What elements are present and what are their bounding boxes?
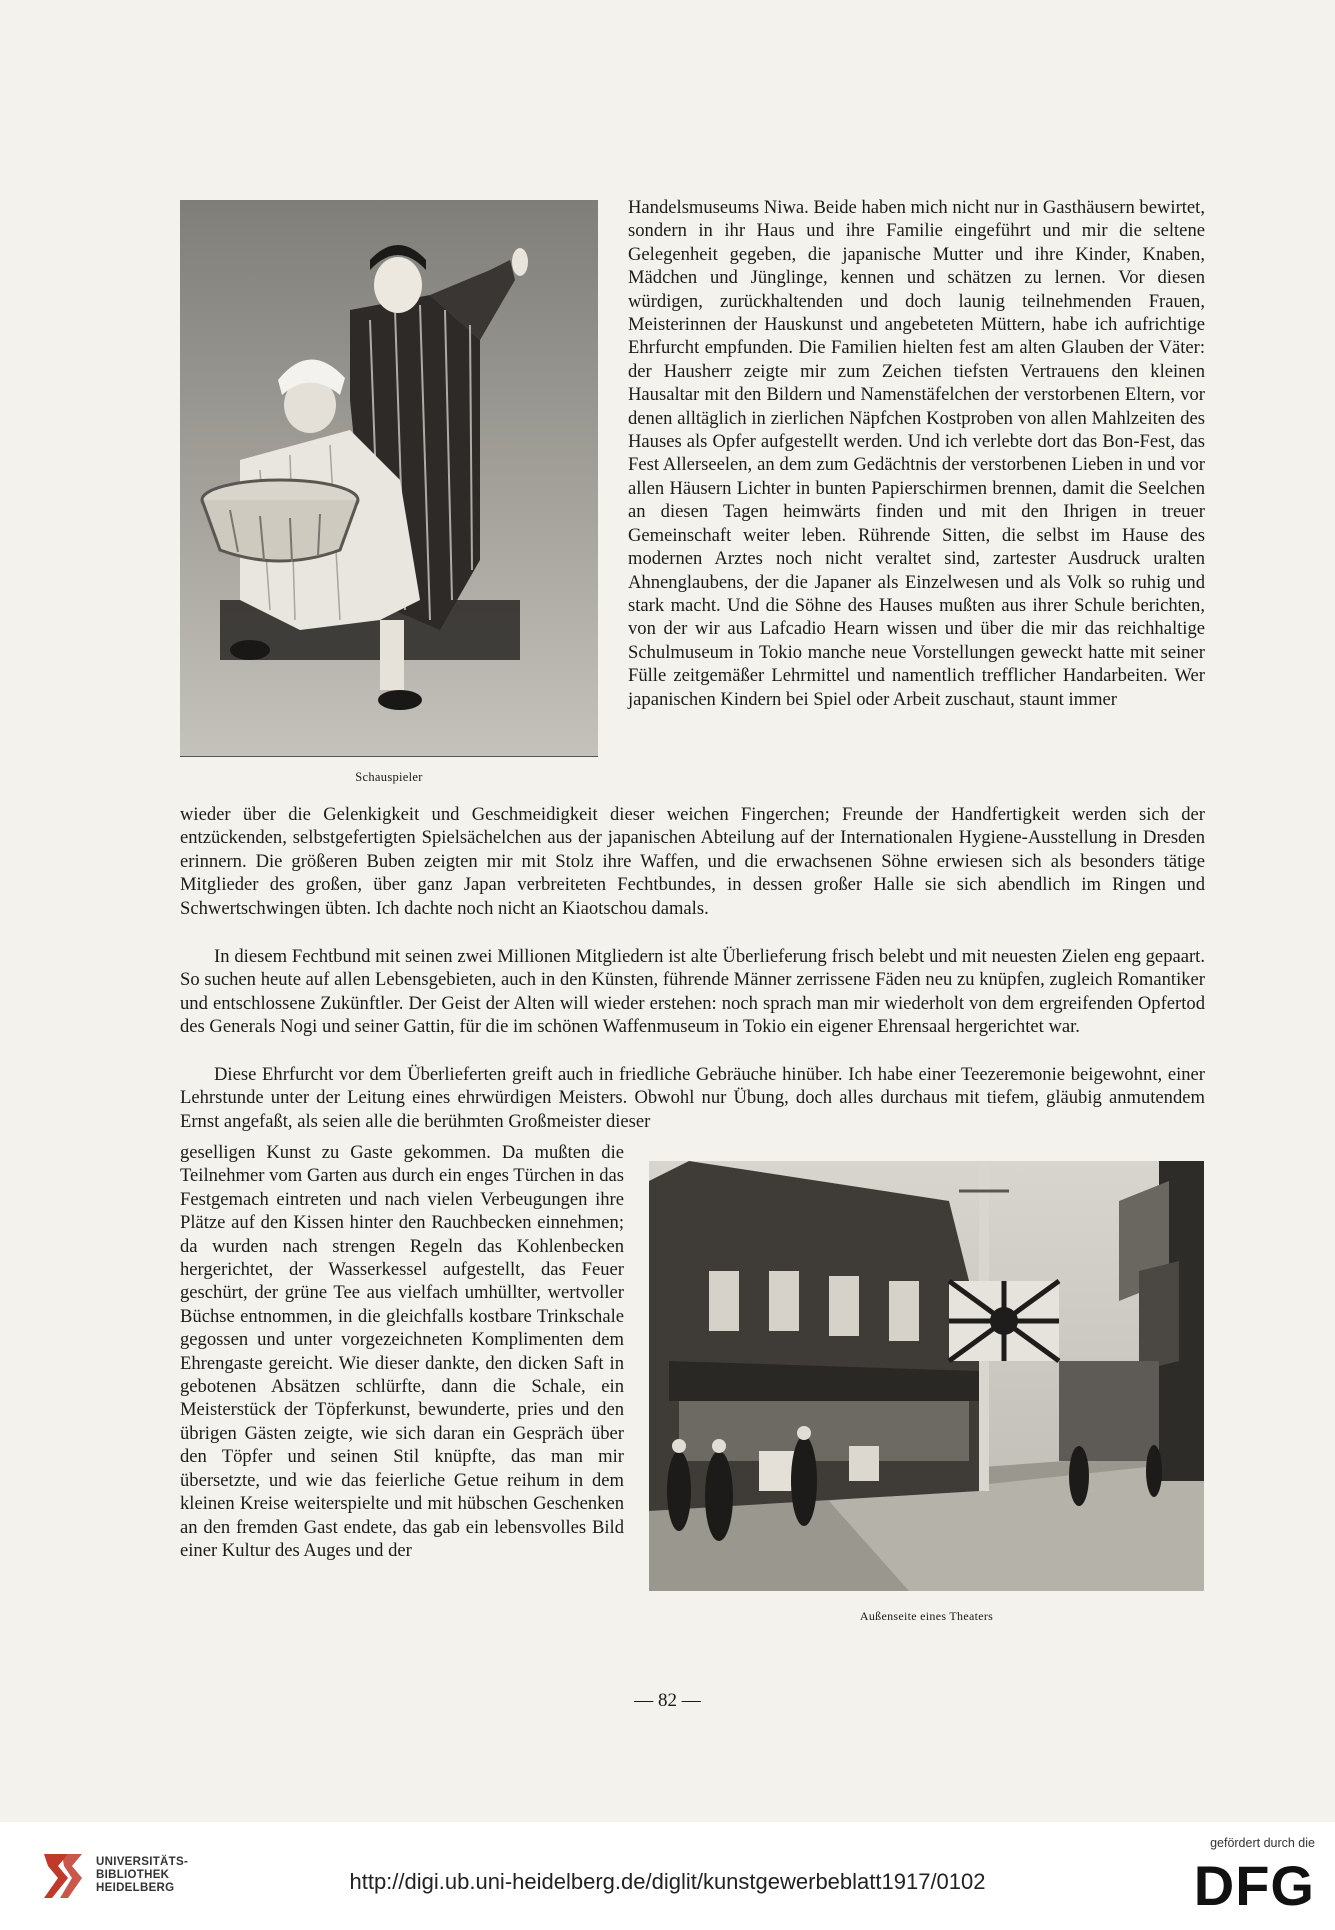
library-name-line-3: HEIDELBERG: [96, 1882, 175, 1894]
right-column-text: [628, 196, 1205, 711]
library-name-line-2: BIBLIOTHEK: [96, 1869, 170, 1881]
paragraph-fechtbund: In diesem Fechtbund mit seinen zwei Millionen Mitgliedern ist alte Überlieferung frisch belebt und mit neuesten Zielen eng gepaart. So suchen heute auf allen Lebensgebieten, auch in den Künsten, führende Männer zerrissene Fäden neu zu knüpfen, zugleich Romantiker und entschlossene Zukünftler. Der Geist der Alten will wieder erstehen: noch sprach man mir wiederholt von dem ergreifenden Opfertod des Generals Nogi und seiner Gattin, für die im schönen Waffenmuseum in Tokio ein eigener Ehrensaal hergerichtet war.: [180, 946, 1205, 1038]
theater-image: [649, 1161, 1204, 1591]
theater-caption: Außenseite eines Theaters: [859, 1609, 994, 1623]
left-column-text: [180, 1141, 624, 1562]
full-width-continuation: [180, 803, 1205, 920]
dfg-logo[interactable]: DFG: [1193, 1854, 1315, 1917]
paragraph-ehrfurcht: Diese Ehrfurcht vor dem Überlieferten greift auch in friedliche Gebräuche hinüber. Ich habe einer Teezeremonie beigewohnt, einer Lehrstunde unter der Leitung eines ehrwürdigen Meisters. Obwohl nur Übung, doch alles durchaus mit tiefem, gläubig anmutendem Ernst angefaßt, als seien alle die berühmten Großmeister dieser: [180, 1064, 1205, 1132]
paragraph-continuation: wieder über die Gelenkigkeit und Geschmeidigkeit dieser weichen Fingerchen; Freunde der Handfertigkeit werden sich der entzückenden, selbstgefertigten Spielsächelchen aus der japanischen Abteilung auf der Internationalen Hygiene-Ausstellung in Dresden erinnern. Die größeren Buben zeigten mir mit Stolz ihre Waffen, und die erwachsenen Söhne erwiesen sich als besonders tätige Mitglieder des großen, über ganz Japan verbreiteten Fechtbundes, in dessen großer Halle sie sich abendlich im Ringen und Schwertschwingen übten. Ich dachte noch nicht an Kiaotschou damals.: [180, 804, 1205, 919]
actors-caption: Schauspieler: [355, 770, 423, 784]
theater-photograph: [649, 1161, 1204, 1591]
source-url-link[interactable]: http://digi.ub.uni-heidelberg.de/diglit/kunstgewerbeblatt1917/0102: [349, 1869, 986, 1894]
actors-image: [180, 200, 598, 756]
actors-photograph: [180, 200, 598, 757]
footer-bar: [0, 1822, 1335, 1930]
library-name-line-1: UNIVERSITÄTS-: [96, 1856, 189, 1868]
paragraph-tea-ceremony: geselligen Kunst zu Gaste gekommen. Da mußten die Teilnehmer vom Garten aus durch ein enges Türchen in das Festgemach eintreten und nach vielen Verbeugungen ihre Plätze auf den Kissen hinter den Rauchbecken einnehmen; da wurden nach strengen Regeln das Kohlenbecken hergerichtet, der Wasserkessel aufgestellt, das Feuer geschürt, der grüne Tee aus vielfach umhüllter, wertvoller Büchse entnommen, in die gleichfalls kostbare Trinkschale gegossen und unter vorgezeichneten Komplimenten dem Ehrengaste gereicht. Wie dieser dankte, den dicken Saft in gebotenen Absätzen schlürfte, dann die Schale, ein Meisterstück der Töpferkunst, bewunderte, pries und den übrigen Gästen zeigte, wie sich daran ein Gespräch über den Töpfer und seinen Stil knüpfte, das man mir übersetzte, und wie das feierliche Getue reihum in dem kleinen Kreise weiterspielte und mit hübschen Geschenken an den fremden Gast endete, das gab ein lebensvolles Bild einer Kultur des Auges und der: [180, 1142, 624, 1561]
funding-caption: gefördert durch die: [1210, 1836, 1315, 1850]
full-width-paragraph-2: [180, 945, 1205, 1039]
page-number: — 82 —: [634, 1690, 701, 1711]
paragraph-right-column: Handelsmuseums Niwa. Beide haben mich nicht nur in Gasthäusern bewirtet, sondern in ihr Haus und ihre Familie eingeführt und mir die seltene Gelegenheit gegeben, die japanische Mutter und ihre Kinder, Knaben, Mädchen und Jünglinge, kennen und schätzen zu lernen. Vor diesen würdigen, zurückhaltenden und doch launig teilnehmenden Frauen, Meisterinnen der Hauskunst und angebeteten Müttern, habe ich aufrichtige Ehrfurcht empfunden. Die Familien hielten fest am alten Glauben der Väter: der Hausherr zeigte mir zum Zeichen tiefsten Vertrauens den kleinen Hausaltar mit den Bildern und Namenstäfelchen der verstorbenen Eltern, vor denen alltäglich in zierlichen Näpfchen Kostproben von allen Mahlzeiten des Hauses als Opfer aufgestellt werden. Und ich verlebte dort das Bon-Fest, das Fest Allerseelen, an dem zum Gedächtnis der verstorbenen Lieben in und vor allen Häusern Lichter in bunten Papierschirmen brennen, damit die Seelchen an diesen Tagen heimwärts finden und mit den Ihrigen in treuer Gemeinschaft weiter leben. Rührende Sitten, die selbst im Hause des modernen Arztes noch nicht veraltet sind, zartester Ausdruck uralten Ahnenglaubens, der die Japaner als Einzelwesen und als Volk so ruhig und stark macht. Und die Söhne des Hauses mußten aus ihrer Schule berichten, von der wir aus Lafcadio Hearn wissen und über die mir das reichhaltige Schulmuseum in Tokio manche neue Vorstellungen geweckt hatte mit seiner Fülle zeitgemäßer Lehrmittel und namentlich trefflicher Handarbeiten. Wer japanischen Kindern bei Spiel oder Arbeit zuschaut, staunt immer: [628, 197, 1205, 710]
full-width-paragraph-3: [180, 1063, 1205, 1133]
